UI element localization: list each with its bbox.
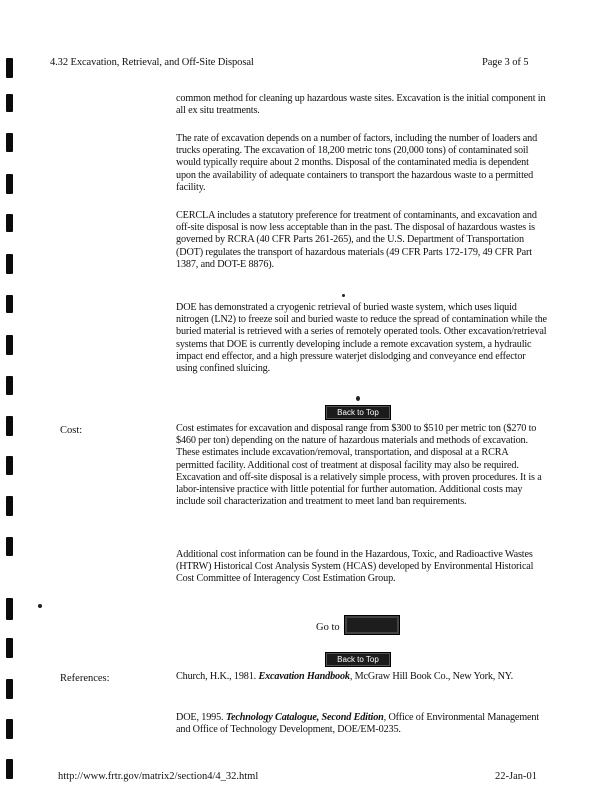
- go-to-button[interactable]: [344, 615, 400, 635]
- reference-authors: DOE, 1995.: [176, 712, 226, 723]
- paragraph-excavation-rate: [176, 133, 548, 194]
- binder-hole-mark: [6, 94, 13, 112]
- reference-authors: Church, H.K., 1981.: [176, 671, 259, 682]
- binder-hole-mark: [6, 174, 13, 194]
- paragraph-cost: [176, 423, 548, 508]
- reference-title: Excavation Handbook: [258, 671, 350, 682]
- paragraph-text: common method for cleaning up hazardous waste sites. Excavation is the initial component in all ex situ treatments.: [176, 93, 546, 117]
- binder-hole-mark: [6, 416, 13, 436]
- back-to-top-button[interactable]: Back to Top: [325, 652, 391, 667]
- paragraph-intro: [176, 93, 548, 117]
- binder-hole-mark: [6, 638, 13, 658]
- binder-hole-mark: [6, 598, 13, 620]
- binder-hole-mark: [6, 456, 13, 475]
- scan-speck: [342, 294, 345, 297]
- back-to-top-button[interactable]: Back to Top: [325, 405, 391, 420]
- binder-hole-mark: [6, 133, 13, 152]
- reference-publisher: , McGraw Hill Book Co., New York, NY.: [349, 671, 514, 682]
- cost-label: Cost:: [60, 425, 83, 436]
- binder-hole-mark: [6, 214, 13, 232]
- binder-hole-mark: [6, 254, 13, 274]
- go-to-label: Go to: [316, 622, 340, 633]
- binder-hole-mark: [6, 335, 13, 355]
- reference-publisher: , Office of Environmental Management and Office of Technology Development, DOE/EM-0235.: [176, 712, 540, 736]
- reference-title: Technology Catalogue, Second Edition: [225, 712, 384, 723]
- paragraph-text: Cost estimates for excavation and disposal range from $300 to $510 per metric ton ($270 to $460 per ton) depending on the nature of hazardous materials and methods of excavation. These estimates include excavation/removal, transportation, and disposal at a RCRA permitted facility. Additional cost of treatment at disposal facility may also be required. Excavation and off-site disposal is a relatively simple process, with proven procedures. It is a labor-intensive practice with little potential for further automation. Additional costs may include soil characterization and treatment to meet land ban requirements.: [176, 423, 542, 508]
- paragraph-text: Additional cost information can be found in the Hazardous, Toxic, and Radioactive Wastes (HTRW) Historical Cost Analysis System (HCAS) developed by Environmental Historical Cost Committee of Interagency Cost Estimation Group.: [176, 549, 534, 585]
- binder-hole-mark: [6, 58, 13, 78]
- paragraph-cost-additional: [176, 549, 548, 586]
- paragraph-text: The rate of excavation depends on a number of factors, including the number of loaders and trucks operating. The excavation of 18,200 metric tons (20,000 tons) of contaminated soil would typically require about 2 months. Disposal of the contaminated media is dependent upon the availability of adequate containers to transport the hazardous waste to a permitted facility.: [176, 133, 538, 193]
- binder-hole-mark: [6, 496, 13, 516]
- references-label: References:: [60, 673, 110, 684]
- binder-hole-mark: [6, 679, 13, 699]
- binder-hole-mark: [6, 719, 13, 739]
- page-number: Page 3 of 5: [482, 57, 529, 68]
- paragraph-text: DOE has demonstrated a cryogenic retrieval of buried waste system, which uses liquid nitrogen (LN2) to freeze soil and buried waste to reduce the spread of contamination while the buried material is retrieved with a series of remotely operated tools. Other excavation/retrieval systems that DOE is currently developing include a remote excavation system, a hydraulic impact end effector, and a high pressure waterjet dislodging and conveyance end effector using confined sluicing.: [176, 302, 547, 375]
- page-url: http://www.frtr.gov/matrix2/section4/4_32.html: [58, 771, 259, 782]
- paragraph-cercla: [176, 210, 548, 271]
- binder-hole-mark: [6, 295, 13, 313]
- print-date: 22-Jan-01: [495, 771, 537, 782]
- scan-speck: [38, 604, 42, 608]
- paragraph-doe: [176, 302, 548, 375]
- reference-item: [176, 671, 548, 683]
- binder-hole-mark: [6, 537, 13, 556]
- reference-item: [176, 712, 548, 736]
- page-header-title: 4.32 Excavation, Retrieval, and Off-Site Disposal: [50, 57, 254, 68]
- binder-hole-mark: [6, 376, 13, 395]
- scan-speck: [356, 396, 360, 401]
- binder-hole-mark: [6, 759, 13, 779]
- paragraph-text: CERCLA includes a statutory preference for treatment of contaminants, and excavation and off-site disposal is now less acceptable than in the past. The disposal of hazardous wastes is governed by RCRA (40 CFR Parts 261-265), and the U.S. Department of Transportation (DOT) regulates the transport of hazardous materials (49 CFR Parts 172-179, 49 CFR Part 1387, and DOT-E 8876).: [176, 210, 537, 270]
